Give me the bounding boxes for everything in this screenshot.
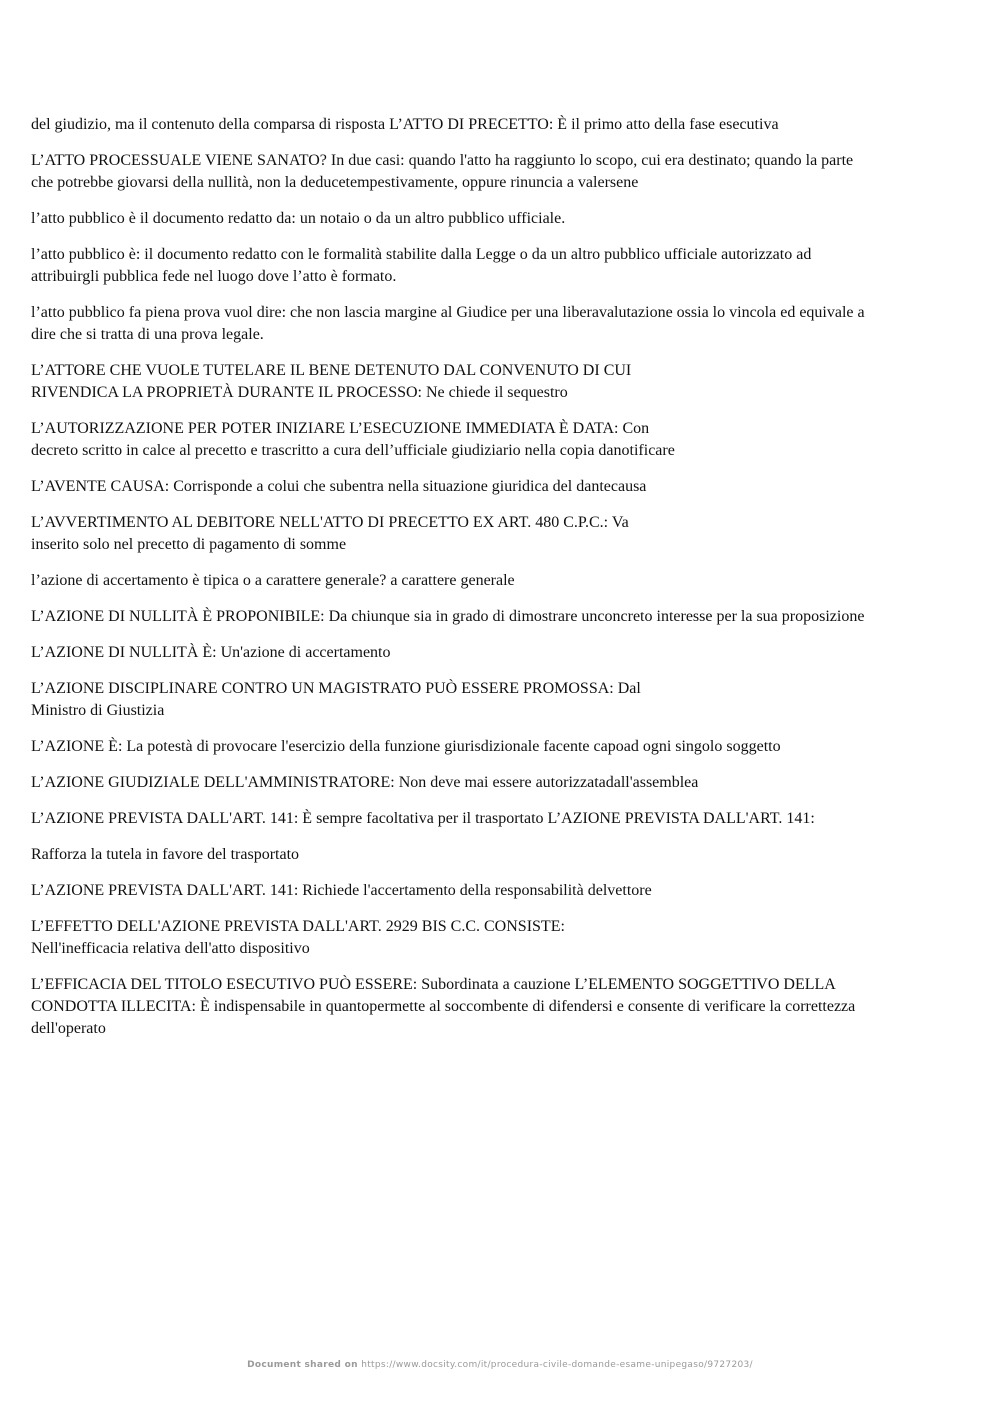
line: dire che si tratta di una prova legale. xyxy=(31,326,264,343)
line: L’AZIONE PREVISTA DALL'ART. 141: Richiede l'accertamento della responsabilità delvettore xyxy=(31,882,652,899)
line: L’AVENTE CAUSA: Corrisponde a colui che subentra nella situazione giuridica del dantecausa xyxy=(31,478,647,495)
line: RIVENDICA LA PROPRIETÀ DURANTE IL PROCESSO: Ne chiede il sequestro xyxy=(31,384,568,401)
line: l’atto pubblico è il documento redatto da: un notaio o da un altro pubblico ufficiale. xyxy=(31,210,566,227)
paragraph-1 xyxy=(31,114,999,136)
line: L’ATTORE CHE VUOLE TUTELARE IL BENE DETENUTO DAL CONVENUTO DI CUI xyxy=(31,362,632,379)
line: L’AZIONE DISCIPLINARE CONTRO UN MAGISTRATO PUÒ ESSERE PROMOSSA: Dal xyxy=(31,680,641,697)
line: Ministro di Giustizia xyxy=(31,702,165,719)
footer-link[interactable]: https://www.docsity.com/it/procedura-civile-domande-esame-unipegaso/9727203/ xyxy=(361,1360,753,1370)
line: decreto scritto in calce al precetto e trascritto a cura dell’ufficiale giudiziario nella copia danotificare xyxy=(31,442,675,459)
line: CONDOTTA ILLECITA: È indispensabile in quantopermette al soccombente di difendersi e consente di verificare la correttezza xyxy=(31,998,856,1015)
line: attribuirgli pubblica fede nel luogo dove l’atto è formato. xyxy=(31,268,397,285)
line: l’atto pubblico fa piena prova vuol dire: che non lascia margine al Giudice per una liberavalutazione ossia lo vincola ed equivale a xyxy=(31,304,865,321)
paragraph-16 xyxy=(31,808,999,830)
paragraph-20 xyxy=(31,974,999,1040)
document-body xyxy=(31,114,999,1054)
line: l’azione di accertamento è tipica o a carattere generale? a carattere generale xyxy=(31,572,515,589)
paragraph-3 xyxy=(31,208,999,230)
paragraph-4 xyxy=(31,244,999,288)
paragraph-17 xyxy=(31,844,999,866)
line: del giudizio, ma il contenuto della comparsa di risposta L’ATTO DI PRECETTO: È il primo atto della fase esecutiva xyxy=(31,116,779,133)
line: che potrebbe giovarsi della nullità, non la deducetempestivamente, oppure rinuncia a valersene xyxy=(31,174,639,191)
paragraph-11 xyxy=(31,606,999,628)
line: dell'operato xyxy=(31,1020,106,1037)
line: L’EFFETTO DELL'AZIONE PREVISTA DALL'ART. 2929 BIS C.C. CONSISTE: xyxy=(31,918,565,935)
paragraph-14 xyxy=(31,736,999,758)
document-footer xyxy=(0,1360,1000,1370)
line: Nell'inefficacia relativa dell'atto dispositivo xyxy=(31,940,310,957)
line: L’AZIONE È: La potestà di provocare l'esercizio della funzione giurisdizionale facente capoad ogni singolo soggetto xyxy=(31,738,781,755)
paragraph-8 xyxy=(31,476,999,498)
paragraph-19 xyxy=(31,916,999,960)
paragraph-10 xyxy=(31,570,999,592)
paragraph-9 xyxy=(31,512,999,556)
paragraph-18 xyxy=(31,880,999,902)
paragraph-2 xyxy=(31,150,999,194)
paragraph-12 xyxy=(31,642,999,664)
line: L’ATTO PROCESSUALE VIENE SANATO? In due casi: quando l'atto ha raggiunto lo scopo, cui era destinato; quando la parte xyxy=(31,152,854,169)
paragraph-15 xyxy=(31,772,999,794)
line: inserito solo nel precetto di pagamento di somme xyxy=(31,536,347,553)
paragraph-6 xyxy=(31,360,999,404)
paragraph-13 xyxy=(31,678,999,722)
line: l’atto pubblico è: il documento redatto con le formalità stabilite dalla Legge o da un altro pubblico ufficiale autorizzato ad xyxy=(31,246,812,263)
line: L’AZIONE DI NULLITÀ È PROPONIBILE: Da chiunque sia in grado di dimostrare unconcreto interesse per la sua proposizione xyxy=(31,608,865,625)
footer-prefix: Document shared on xyxy=(247,1360,358,1370)
line: L’AUTORIZZAZIONE PER POTER INIZIARE L’ESECUZIONE IMMEDIATA È DATA: Con xyxy=(31,420,650,437)
line: L’AZIONE GIUDIZIALE DELL'AMMINISTRATORE: Non deve mai essere autorizzatadall'assemblea xyxy=(31,774,699,791)
paragraph-7 xyxy=(31,418,999,462)
line: L’AZIONE PREVISTA DALL'ART. 141: È sempre facoltativa per il trasportato L’AZIONE PREVISTA DALL'ART. 141: xyxy=(31,810,815,827)
line: L’AZIONE DI NULLITÀ È: Un'azione di accertamento xyxy=(31,644,391,661)
line: L’EFFICACIA DEL TITOLO ESECUTIVO PUÒ ESSERE: Subordinata a cauzione L’ELEMENTO SOGGETTIVO DELLA xyxy=(31,976,836,993)
paragraph-5 xyxy=(31,302,999,346)
line: Rafforza la tutela in favore del trasportato xyxy=(31,846,300,863)
line: L’AVVERTIMENTO AL DEBITORE NELL'ATTO DI PRECETTO EX ART. 480 C.P.C.: Va xyxy=(31,514,629,531)
